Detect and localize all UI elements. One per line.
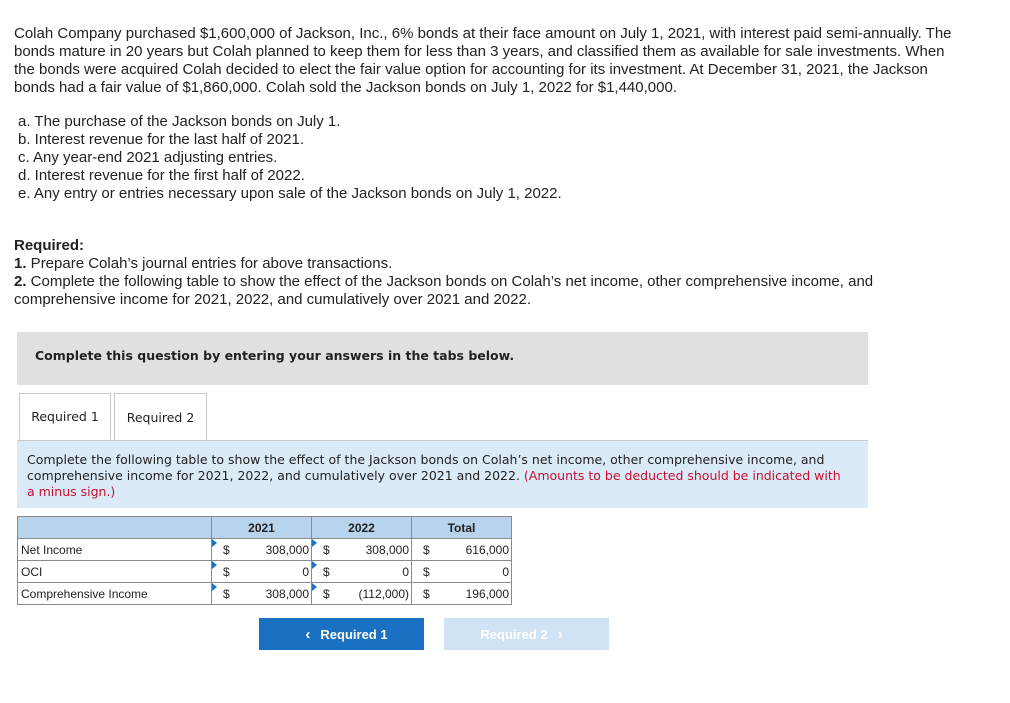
cell-value: 0 <box>302 564 309 579</box>
input-marker-icon <box>312 583 317 591</box>
transaction-list <box>18 113 964 203</box>
table-header-row <box>18 517 512 539</box>
table-row <box>18 561 512 583</box>
problem-paragraph: Colah Company purchased $1,600,000 of Jackson, Inc., 6% bonds at their face amount on July 1, 2021, with interest paid semi-annually. The bonds mature in 20 years but Colah planned to keep them for less than 3 years, and classified them as available for sale investments. When the bonds were acquired Colah decided to elect the fair value option for accounting for its investment. At December 31, 2021, the Jackson bonds had a fair value of $1,860,000. Colah sold the Jackson bonds on July 1, 2022 for $1,440,000. <box>14 25 952 96</box>
instructions-note: (Amounts to be deducted should be indicated with a minus sign.) <box>27 468 841 499</box>
prev-button-label: Required 1 <box>320 626 388 642</box>
cell-value: 0 <box>402 564 409 579</box>
input-marker-icon <box>212 539 217 547</box>
oci-2022-input[interactable] <box>312 561 412 583</box>
oci-2021-input[interactable] <box>212 561 312 583</box>
table-row <box>18 539 512 561</box>
header-total: Total <box>412 517 512 539</box>
required-2 <box>14 273 964 309</box>
list-item: b. Interest revenue for the last half of 2021. <box>18 131 305 148</box>
comprehensive-income-total <box>412 583 512 605</box>
tab-required-1[interactable]: Required 1 <box>19 393 111 439</box>
required-2-text: Complete the following table to show the effect of the Jackson bonds on Colah’s net income, other comprehensive income, and comprehensive income for 2021, 2022, and cumulatively over 2021 and 2022. <box>14 273 874 308</box>
list-item: c. Any year-end 2021 adjusting entries. <box>18 149 278 166</box>
tab-required-2[interactable]: Required 2 <box>114 393 207 441</box>
required-2-number: 2. <box>14 273 27 290</box>
input-marker-icon <box>212 583 217 591</box>
list-item: e. Any entry or entries necessary upon sale of the Jackson bonds on July 1, 2022. <box>18 185 562 202</box>
list-item: a. The purchase of the Jackson bonds on July 1. <box>18 113 341 130</box>
row-label-net-income: Net Income <box>18 539 212 561</box>
currency-sign: $ <box>223 542 230 557</box>
currency-sign: $ <box>323 542 330 557</box>
required-1-text: Prepare Colah’s journal entries for above transactions. <box>26 255 393 272</box>
chevron-right-icon: › <box>557 625 563 643</box>
chevron-left-icon: ‹ <box>305 625 311 643</box>
input-marker-icon <box>212 561 217 569</box>
currency-sign: $ <box>423 586 430 601</box>
currency-sign: $ <box>323 564 330 579</box>
row-label-oci: OCI <box>18 561 212 583</box>
header-2022: 2022 <box>312 517 412 539</box>
required-1-number: 1. <box>14 255 27 272</box>
currency-sign: $ <box>223 564 230 579</box>
tab-instructions <box>17 441 868 508</box>
next-button-label: Required 2 <box>480 626 548 642</box>
required-heading: Required: <box>14 237 85 254</box>
net-income-2022-input[interactable] <box>312 539 412 561</box>
required-section <box>14 237 964 309</box>
currency-sign: $ <box>423 564 430 579</box>
next-required-2-button[interactable] <box>444 618 609 650</box>
cell-value: 308,000 <box>265 542 309 557</box>
oci-total <box>412 561 512 583</box>
header-2021: 2021 <box>212 517 312 539</box>
comprehensive-income-2022-input[interactable] <box>312 583 412 605</box>
table-row <box>18 583 512 605</box>
cell-value: (112,000) <box>358 586 409 601</box>
required-1 <box>14 255 964 273</box>
instruction-banner <box>17 332 868 385</box>
comprehensive-income-2021-input[interactable] <box>212 583 312 605</box>
problem-text <box>14 25 964 309</box>
cell-value: 196,000 <box>465 586 509 601</box>
cell-value: 616,000 <box>465 542 509 557</box>
prev-required-1-button[interactable] <box>259 618 424 650</box>
list-item: d. Interest revenue for the first half of 2022. <box>18 167 305 184</box>
cell-value: 0 <box>502 564 509 579</box>
input-marker-icon <box>312 539 317 547</box>
net-income-2021-input[interactable] <box>212 539 312 561</box>
header-blank <box>18 517 212 539</box>
cell-value: 308,000 <box>265 586 309 601</box>
input-marker-icon <box>312 561 317 569</box>
net-income-total <box>412 539 512 561</box>
effects-table <box>17 516 512 605</box>
currency-sign: $ <box>223 586 230 601</box>
instructions-paragraph <box>27 452 847 500</box>
currency-sign: $ <box>323 586 330 601</box>
banner-text: Complete this question by entering your answers in the tabs below. <box>35 348 515 363</box>
currency-sign: $ <box>423 542 430 557</box>
row-label-comprehensive-income: Comprehensive Income <box>18 583 212 605</box>
cell-value: 308,000 <box>365 542 409 557</box>
instructions-text: Complete the following table to show the effect of the Jackson bonds on Colah’s net income, other comprehensive income, and comprehensive income for 2021, 2022, and cumulatively over 2021 and 2022. <box>27 452 825 483</box>
